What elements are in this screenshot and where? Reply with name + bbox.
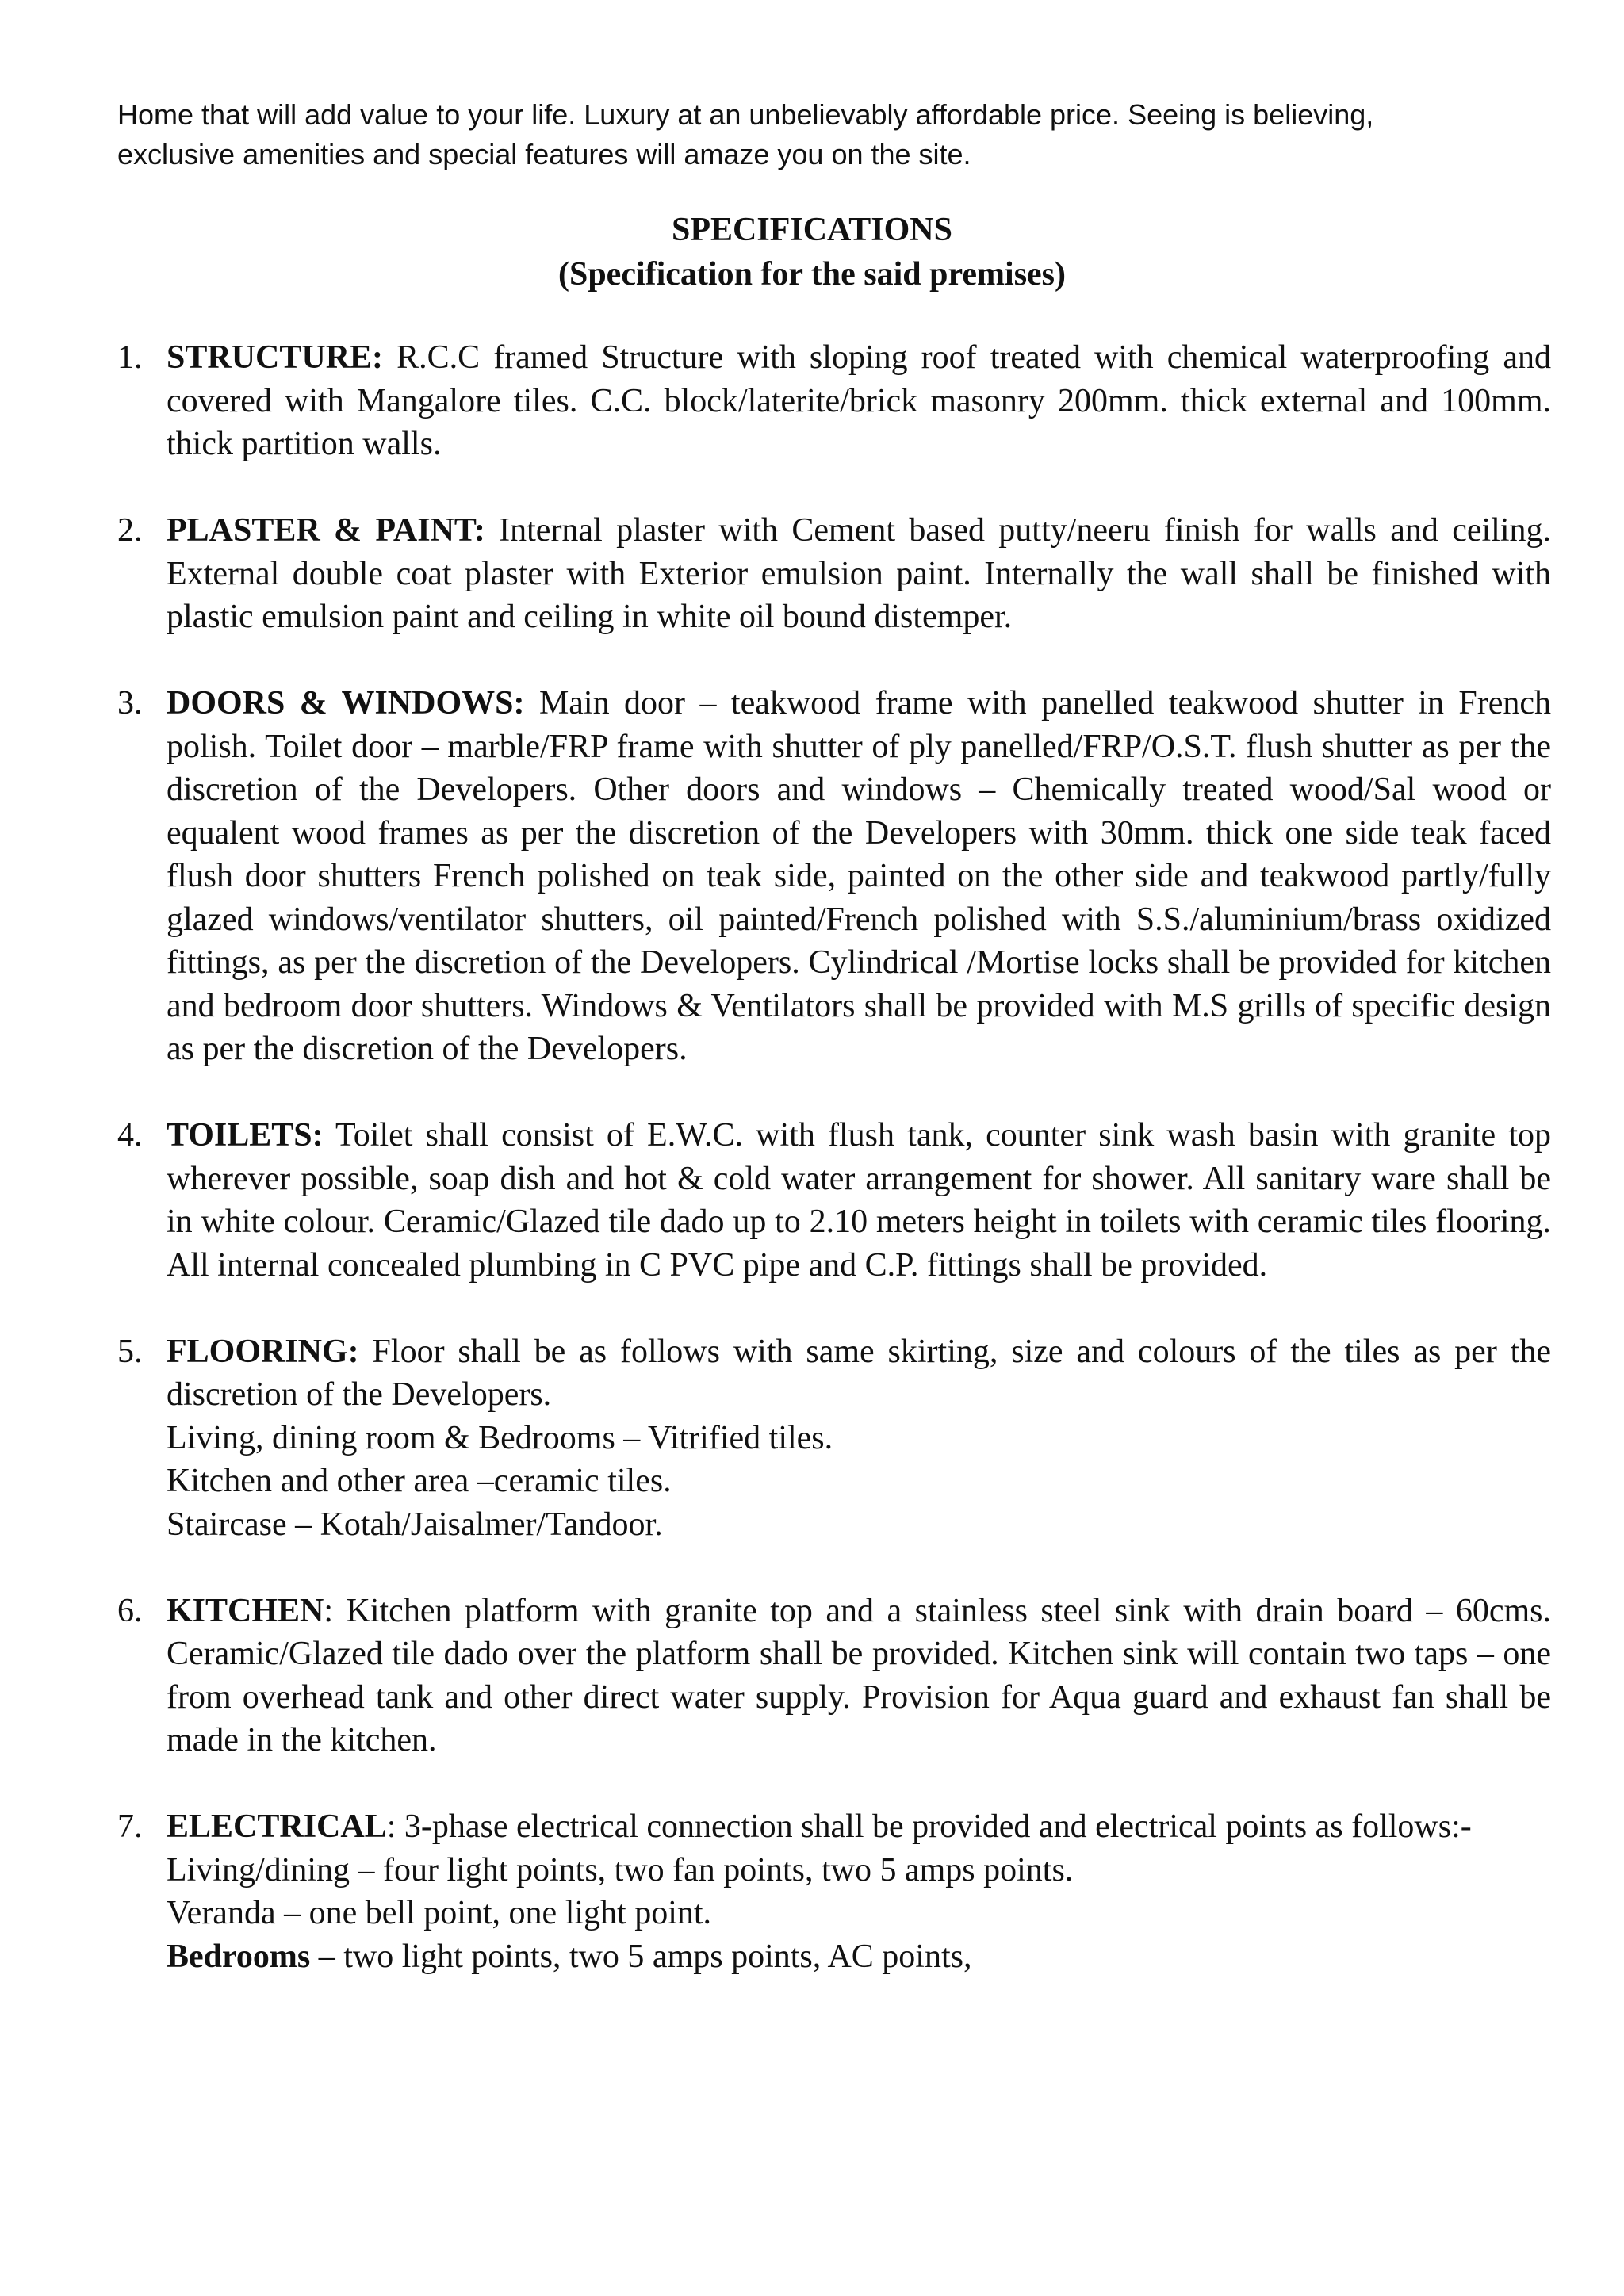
electrical-line-bedrooms [167, 1935, 1551, 1979]
item-text: Floor shall be as follows with same skirting, size and colours of the tiles as per the discretion of the Developers. [167, 1333, 1551, 1413]
item-text: Toilet shall consist of E.W.C. with flush tank, counter sink wash basin with granite top wherever possible, soap dish and hot & cold water arrangement for shower. All sanitary ware shall be in white colour. Ceramic/Glazed tile dado up to 2.10 meters height in toilets with ceramic tiles flooring. All internal concealed plumbing in C PVC pipe and C.P. fittings shall be provided. [167, 1117, 1551, 1284]
flooring-line: Living, dining room & Bedrooms – Vitrified tiles. [167, 1419, 833, 1456]
spec-item-kitchen [117, 1590, 1551, 1762]
bedrooms-text: – two light points, two 5 amps points, AC points, [310, 1938, 972, 1975]
spec-item-electrical [117, 1805, 1551, 1978]
flooring-line: Staircase – Kotah/Jaisalmer/Tandoor. [167, 1506, 663, 1543]
spec-item-toilets [117, 1114, 1551, 1287]
item-label: KITCHEN [167, 1592, 324, 1629]
bedrooms-label: Bedrooms [167, 1938, 311, 1975]
item-label: TOILETS: [167, 1117, 324, 1154]
item-text: R.C.C framed Structure with sloping roof treated with chemical waterproofing and covered with Mangalore tiles. C.C. block/laterite/brick masonry 200mm. thick external and 100mm. thick partition walls. [167, 339, 1551, 462]
specification-list [117, 336, 1551, 2022]
item-number: 1. [117, 339, 143, 376]
item-body [167, 509, 1551, 639]
flooring-line: Kitchen and other area –ceramic tiles. [167, 1463, 672, 1499]
electrical-line: Veranda – one bell point, one light point. [167, 1895, 712, 1931]
item-number: 6. [117, 1592, 143, 1629]
item-label: PLASTER & PAINT: [167, 512, 485, 549]
spec-item-plaster-paint [117, 509, 1551, 639]
item-body [167, 1805, 1551, 1978]
item-label: FLOORING: [167, 1333, 359, 1370]
item-number: 5. [117, 1333, 143, 1370]
spec-item-doors-windows [117, 682, 1551, 1071]
item-body [167, 336, 1551, 466]
spec-item-structure [117, 336, 1551, 466]
item-body [167, 1114, 1551, 1287]
electrical-line: Living/dining – four light points, two fan points, two 5 amps points. [167, 1851, 1074, 1888]
item-number: 7. [117, 1808, 143, 1845]
item-body [167, 682, 1551, 1071]
item-body [167, 1590, 1551, 1762]
item-text: : 3-phase electrical connection shall be provided and electrical points as follows:- [386, 1808, 1472, 1845]
item-text: : Kitchen platform with granite top and a stainless steel sink with drain board – 60cms. Ceramic/Glazed tile dado over the platform shall be provided. Kitchen sink will contain two taps – one from overhead tank and other direct water supply. Provision for Aqua guard and exhaust fan shall be made in the kitchen. [167, 1592, 1551, 1758]
item-number: 3. [117, 685, 143, 721]
intro-line: exclusive amenities and special features will amaze you on the site. [117, 138, 971, 170]
item-text: Main door – teakwood frame with panelled teakwood shutter in French polish. Toilet door – marble/FRP frame with shutter of ply panelled/FRP/O.S.T. flush shutter as per the discretion of the Developers. Other doors and windows – Chemically treated wood/Sal wood or equalent wood frames as per the discretion of the Developers with 30mm. thick one side teak faced flush door shutters French polished on teak side, painted on the other side and teakwood partly/fully glazed windows/ventilator shutters, oil painted/French polished with S.S./aluminium/brass oxidized fittings, as per the discretion of the Developers. Cylindrical /Mortise locks shall be provided for kitchen and bedroom door shutters. Windows & Ventilators shall be provided with M.S grills of specific design as per the discretion of the Developers. [167, 685, 1552, 1067]
item-label: DOORS & WINDOWS: [167, 685, 525, 721]
intro-paragraph [117, 95, 1545, 174]
item-text: Internal plaster with Cement based putty/neeru finish for walls and ceiling. External double coat plaster with Exterior emulsion paint. Internally the wall shall be finished with plastic emulsion paint and ceiling in white oil bound distemper. [167, 512, 1551, 635]
page-subtitle: (Specification for the said premises) [557, 256, 1067, 293]
item-label: STRUCTURE: [167, 339, 384, 376]
intro-line: Home that will add value to your life. Luxury at an unbelievably affordable price. Seeing is believing, [117, 98, 1374, 131]
spec-item-flooring [117, 1330, 1551, 1547]
item-number: 2. [117, 512, 143, 549]
item-number: 4. [117, 1117, 143, 1154]
item-body [167, 1330, 1551, 1547]
item-label: ELECTRICAL [167, 1808, 387, 1845]
page-title: SPECIFICATIONS [672, 212, 952, 248]
